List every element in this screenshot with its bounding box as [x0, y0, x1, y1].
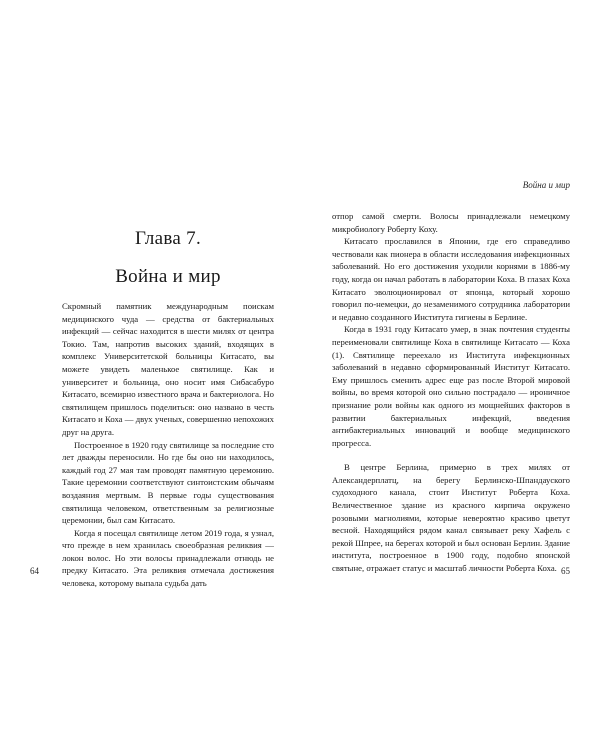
paragraph: Скромный памятник международным поискам медицинского чуда — средства от бактериальных инфекций — сейчас находится в шести милях от центра Токио. Там, напротив высоких зданий, входящих в комплекс Университетской больницы Китасато, вы можете увидеть маленькое святилище. Как и университет и больница, оно носит имя Сибасабуро Китасато, всемирно известного врача и бактериолога. Но святилищем пришлось поделиться: оно названо в честь Китасато и Коха — двух ученых, совершенно непохожих друг на друга.: [62, 301, 274, 437]
left-page: [62, 0, 274, 750]
right-page: [332, 0, 570, 750]
paragraph: отпор самой смерти. Волосы принадлежали немецкому микробиологу Роберту Коху.: [332, 211, 570, 234]
page-number-right: 65: [561, 566, 570, 576]
right-page-text: [332, 210, 570, 575]
chapter-number: Глава 7.: [134, 228, 202, 249]
left-page-text: [62, 300, 274, 590]
chapter-title: Война и мир: [115, 266, 221, 287]
paragraph: В центре Берлина, примерно в трех милях от Александерплатц, на берегу Берлинско-Шпандауского судоходного канала, стоит Институт Роберта Коха. Величественное здание из красного кирпича окружено розовыми магнолиями, которые невероятно красиво цветут весной. Находящийся рядом канал связывает реку Хафель с рекой Шпрее, на берегах которой и был основан Берлин. Здание института, построенное в 1900 году, подобно японской святыне, отражает статус и масштаб личности Роберта Коха.: [332, 462, 570, 574]
paragraph: Когда в 1931 году Китасато умер, в знак почтения студенты переименовали святилище Коха в святилище Китасато — Коха (1). Святилище переехало из Института инфекционных заболеваний в недавно сформированный Институт Китасато. Ему пришлось сменить адрес еще раз после Второй мировой войны, во время которой оно сильно пострадало — ироничное признание роли войны как одного из мощнейших факторов в развитии бактериальных инфекций, введения антибактериальных инноваций и вообще медицинского прогресса.: [332, 324, 570, 448]
paragraph: Китасато прославился в Японии, где его справедливо чествовали как пионера в области исследования инфекционных заболеваний. Но его достижения уходили корнями в 1886-му году, когда он начал работать в лаборатории Коха. В глазах Коха Китасато эволюционировал от японца, который хорошо говорил по-немецки, до незаменимого сотрудника лаборатории и недавно созданного Института гигиены в Берлине.: [332, 236, 570, 322]
running-head: Война и мир: [522, 180, 570, 190]
paragraph: Когда я посещал святилище летом 2019 года, я узнал, что прежде в нем хранилась своеобразная реликвия — локон волос. Но эти волосы принадлежали отнюдь не предку Китасато. Эта реликвия отмечала достижения человека, которому выпала судьба дать: [62, 527, 274, 589]
page-number-left: 64: [30, 566, 39, 576]
paragraph: Построенное в 1920 году святилище за последние сто лет дважды переносили. Но где бы оно ни находилось, каждый год 27 мая там проводят памятную церемонию. Такие церемонии соответствуют синтоистским обычаям воздаяния мертвым. В первые годы существования святилища человеком, ответственным за религиозные церемонии, был сам Китасато.: [62, 439, 274, 526]
